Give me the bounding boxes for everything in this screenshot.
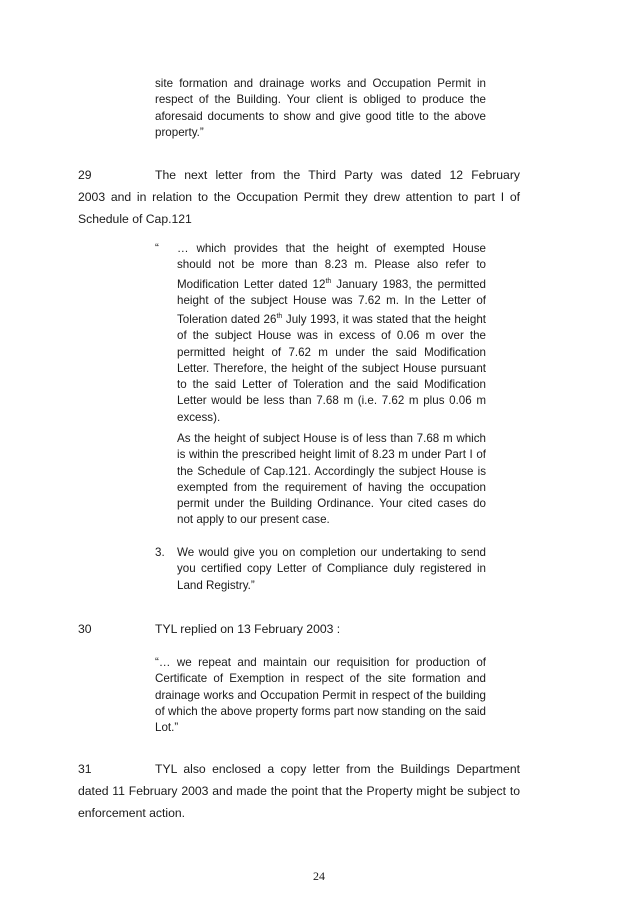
quote-29-text-1: … which provides that the height of exempted House should not be more than 8.23 m. Please also refer to Modification Letter dated 12th January 1983, the permitted height of the subject House was 7.62 m. In the Letter of Toleration dated 26th July 1993, it was stated that the height of the subject House was in excess of 0.06 m over the permitted height of 7.62 m under the said Modification Letter. Therefore, the height of the subject House pursuant to the said Letter of Toleration and the said Modification Letter would be less than 7.68 m (i.e. 7.62 m plus 0.06 m excess). xyxy=(177,242,486,424)
quote-29-text-2: As the height of subject House is of less than 7.68 m which is within the prescribed height limit of 8.23 m under Part I of the Schedule of Cap.121. Accordingly the subject House is exempted from the requirement of having the occupation permit under the Building Ordinance. Your cited cases do not apply to our present case. xyxy=(177,432,486,527)
para-29-number: 29 xyxy=(78,168,92,182)
para-29-first-line: The next letter from the Third Party was dated 12 February xyxy=(155,168,520,182)
para-31-continuation: dated 11 February 2003 and made the point that the Property might be subject to enforcement action. xyxy=(78,784,520,820)
para-30-number: 30 xyxy=(78,622,92,636)
quote-29-item-3-label: 3. xyxy=(155,546,165,559)
page-number: 24 xyxy=(313,869,325,883)
para-29-continuation: 2003 and in relation to the Occupation Permit they drew attention to part I of Schedule of Cap.121 xyxy=(78,190,520,226)
quote-29-open-mark: “ xyxy=(155,242,159,255)
para-31-first-line: TYL also enclosed a copy letter from the Buildings Department xyxy=(155,762,520,776)
para-31-number: 31 xyxy=(78,762,92,776)
quote-30: “… we repeat and maintain our requisition for production of Certificate of Exemption in respect of the site formation and drainage works and Occupation Permit in respect of the building of which the above property forms part now standing on the said Lot.” xyxy=(155,656,486,735)
quote-29-item-3-text: We would give you on completion our undertaking to send you certified copy Letter of Compliance duly registered in Land Registry.” xyxy=(177,546,486,592)
para-30-text: TYL replied on 13 February 2003 : xyxy=(155,622,341,636)
quote-top: site formation and drainage works and Occupation Permit in respect of the Building. Your client is obliged to produce the aforesaid documents to show and give good title to the above property.” xyxy=(155,77,486,139)
